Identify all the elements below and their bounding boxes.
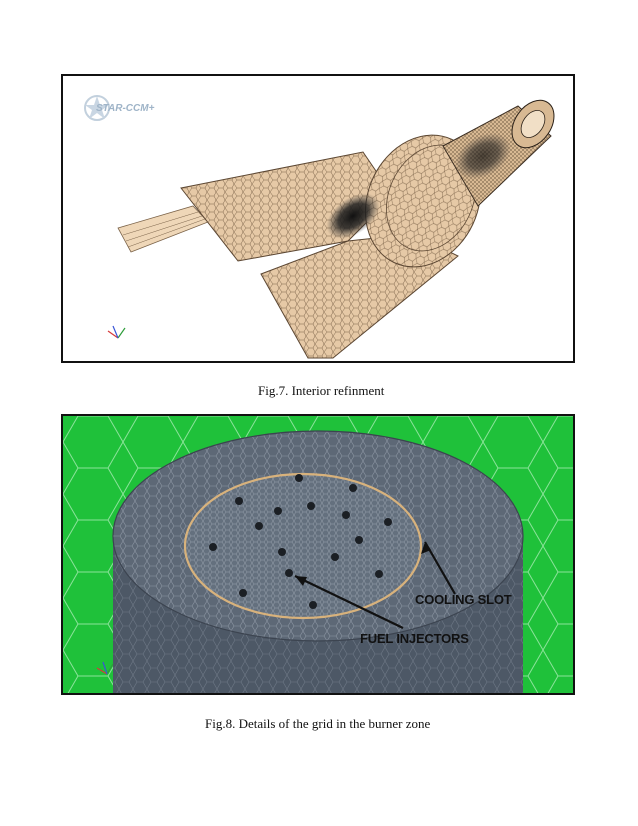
fuel-injectors-label: FUEL INJECTORS [360,631,469,646]
figure-7-caption: Fig.7. Interior refinment [258,383,385,398]
figure-8-mesh-image [61,414,575,695]
burner-zone-mesh [63,416,573,693]
figure-8-caption: Fig.8. Details of the grid in the burner zone [205,716,431,731]
axis-triad-icon [108,326,125,338]
interior-refinement-mesh [63,76,573,361]
figure-7-mesh-image [61,74,575,363]
cooling-slot-label: COOLING SLOT [415,592,512,607]
logo-text: STAR-CCM+ [96,103,155,114]
